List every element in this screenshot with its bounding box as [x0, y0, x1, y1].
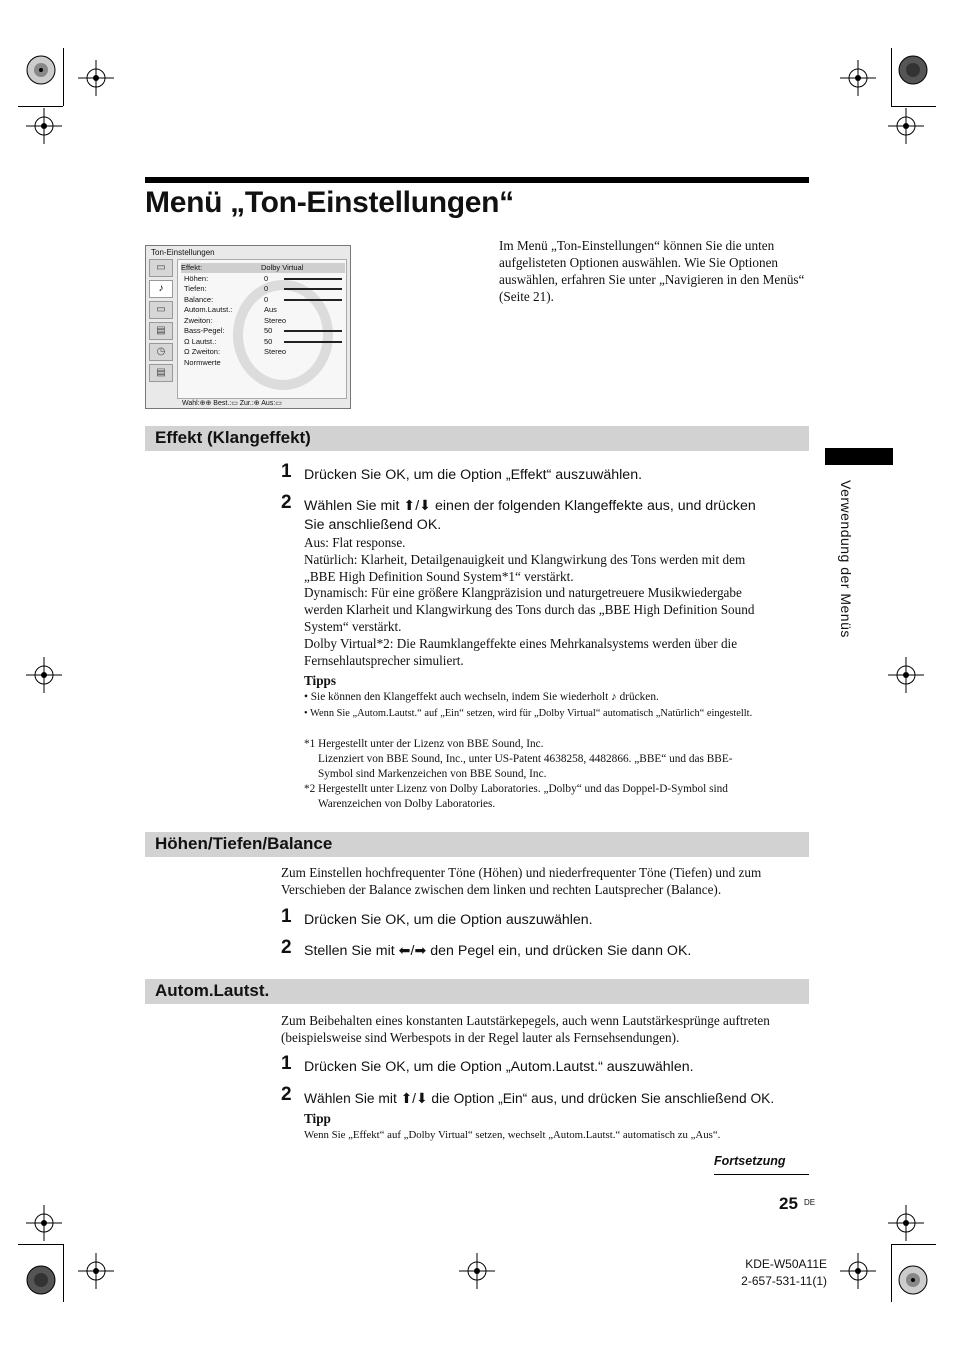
page-title: Menü „Ton-Einstellungen“ — [145, 186, 514, 219]
osd-row: Ω Lautst.: 50 — [184, 337, 344, 347]
registration-mark-icon — [459, 1253, 495, 1289]
registration-mark-icon — [888, 657, 924, 693]
effect-options: Aus: Flat response. Natürlich: Klarheit, Detailgenauigkeit und Klangwirkung des Tons werden mit dem „BBE High Definition Sound System*1“ verstärkt. Dynamisch: Für eine größere Klangpräzision und naturgetreuere Musikwiedergabe werden Klarheit und Klangwirkung des Tons durch das „BBE High Definition Sound System“ verstärkt. Dolby Virtual*2: Die Raumklangeffekte eines Mehrkanalsystems werden über die Fernsehlautsprecher simuliert. — [304, 535, 755, 668]
osd-footer: Wahl:⊕⊕ Best.:▭ Zur.:⊕ Aus:▭ — [182, 400, 282, 407]
osd-row: Zweiton: Stereo — [184, 315, 287, 325]
setup-icon: ▤ — [149, 364, 173, 382]
level-bar — [284, 341, 342, 343]
intro-text: Im Menü „Ton-Einstellungen“ können Sie die unten aufgelisteten Optionen auswählen. Wie Sie Optionen auswählen, erfahren Sie unter „Navigieren in den Menüs“ (Seite 21). — [499, 238, 805, 304]
osd-row: Höhen: 0 — [184, 274, 344, 284]
osd-title: Ton-Einstellungen — [151, 248, 215, 257]
osd-row: Ω Zweiton: Stereo — [184, 347, 287, 356]
hoehen-intro: Zum Einstellen hochfrequenter Töne (Höhen) und niederfrequenter Töne (Tiefen) und zum Verschieben der Balance zwischen dem linken und rechten Lautsprecher (Balance). — [281, 865, 762, 897]
osd-menu-screenshot — [145, 245, 351, 409]
tipps-heading: Tipps — [304, 673, 337, 688]
osd-row: Bass-Pegel: 50 — [184, 326, 344, 336]
features-icon: ▤ — [149, 322, 173, 340]
registration-mark-icon — [26, 1205, 62, 1241]
title-rule — [145, 177, 809, 183]
continuation-label: Fortsetzung — [714, 1154, 786, 1168]
osd-panel — [177, 259, 347, 399]
section-header-effekt: Effekt (Klangeffekt) — [145, 426, 809, 451]
starburst-mark-icon — [898, 55, 928, 85]
section-header-hoehen: Höhen/Tiefen/Balance — [145, 832, 809, 857]
level-bar — [284, 330, 342, 332]
registration-mark-icon — [26, 657, 62, 693]
screen-icon: ▭ — [149, 301, 173, 319]
tipp-item: • Sie können den Klangeffekt auch wechseln, indem Sie wiederholt ♪ drücken. — [304, 691, 659, 703]
registration-mark-icon — [78, 60, 114, 96]
model-info: KDE-W50A11E 2-657-531-11(1) — [741, 1257, 827, 1288]
starburst-mark-icon — [898, 1265, 928, 1295]
registration-mark-icon — [840, 60, 876, 96]
registration-mark-icon — [26, 108, 62, 144]
sound-icon: ♪ — [149, 280, 173, 298]
continuation-rule — [714, 1174, 809, 1175]
section-header-autom: Autom.Lautst. — [145, 979, 809, 1004]
tipp-item: • Wenn Sie „Autom.Lautst.“ auf „Ein“ setzen, wird für „Dolby Virtual“ automatisch „Natürlich“ eingestellt. — [304, 708, 753, 719]
osd-row: Autom.Lautst.: Aus — [184, 305, 277, 314]
registration-mark-icon — [888, 1205, 924, 1241]
page-language: DE — [804, 1198, 816, 1207]
osd-row: Normwerte — [184, 357, 221, 367]
starburst-mark-icon — [26, 55, 56, 85]
page-number: 25 — [779, 1194, 798, 1213]
level-bar — [284, 299, 342, 301]
timer-icon: ◷ — [149, 343, 173, 361]
osd-icon-column — [149, 259, 175, 399]
registration-mark-icon — [78, 1253, 114, 1289]
osd-row: Effekt: Dolby Virtual — [181, 263, 345, 273]
side-label: Verwendung der Menüs — [838, 480, 854, 638]
autom-intro: Zum Beibehalten eines konstanten Lautstärkepegels, auch wenn Lautstärkesprünge auftreten (beispielsweise sind Werbespots in der Regel lauter als Fernsehsendungen). — [281, 1013, 770, 1045]
registration-mark-icon — [840, 1253, 876, 1289]
tipp-text: Wenn Sie „Effekt“ auf „Dolby Virtual“ setzen, wechselt „Autom.Lautst.“ automatisch zu „Aus“. — [304, 1129, 721, 1141]
picture-icon: ▭ — [149, 259, 173, 277]
level-bar — [284, 288, 342, 290]
level-bar — [284, 278, 342, 280]
registration-mark-icon — [888, 108, 924, 144]
side-tab-bar — [825, 448, 893, 465]
footnotes: *1 Hergestellt unter der Lizenz von BBE Sound, Inc. Lizenziert von BBE Sound, Inc., unter US-Patent 4638258, 4482866. „BBE“ und das BBE- Symbol sind Markenzeichen von BBE Sound, Inc. *2 Hergestellt unter Lizenz von Dolby Laboratories. „Dolby“ und das Doppel-D-Symbol sind Warenzeichen von Dolby Laboratories. — [304, 738, 733, 810]
osd-row: Balance: 0 — [184, 295, 344, 305]
tipp-heading: Tipp — [304, 1111, 331, 1126]
osd-row: Tiefen: 0 — [184, 284, 344, 294]
starburst-mark-icon — [26, 1265, 56, 1295]
